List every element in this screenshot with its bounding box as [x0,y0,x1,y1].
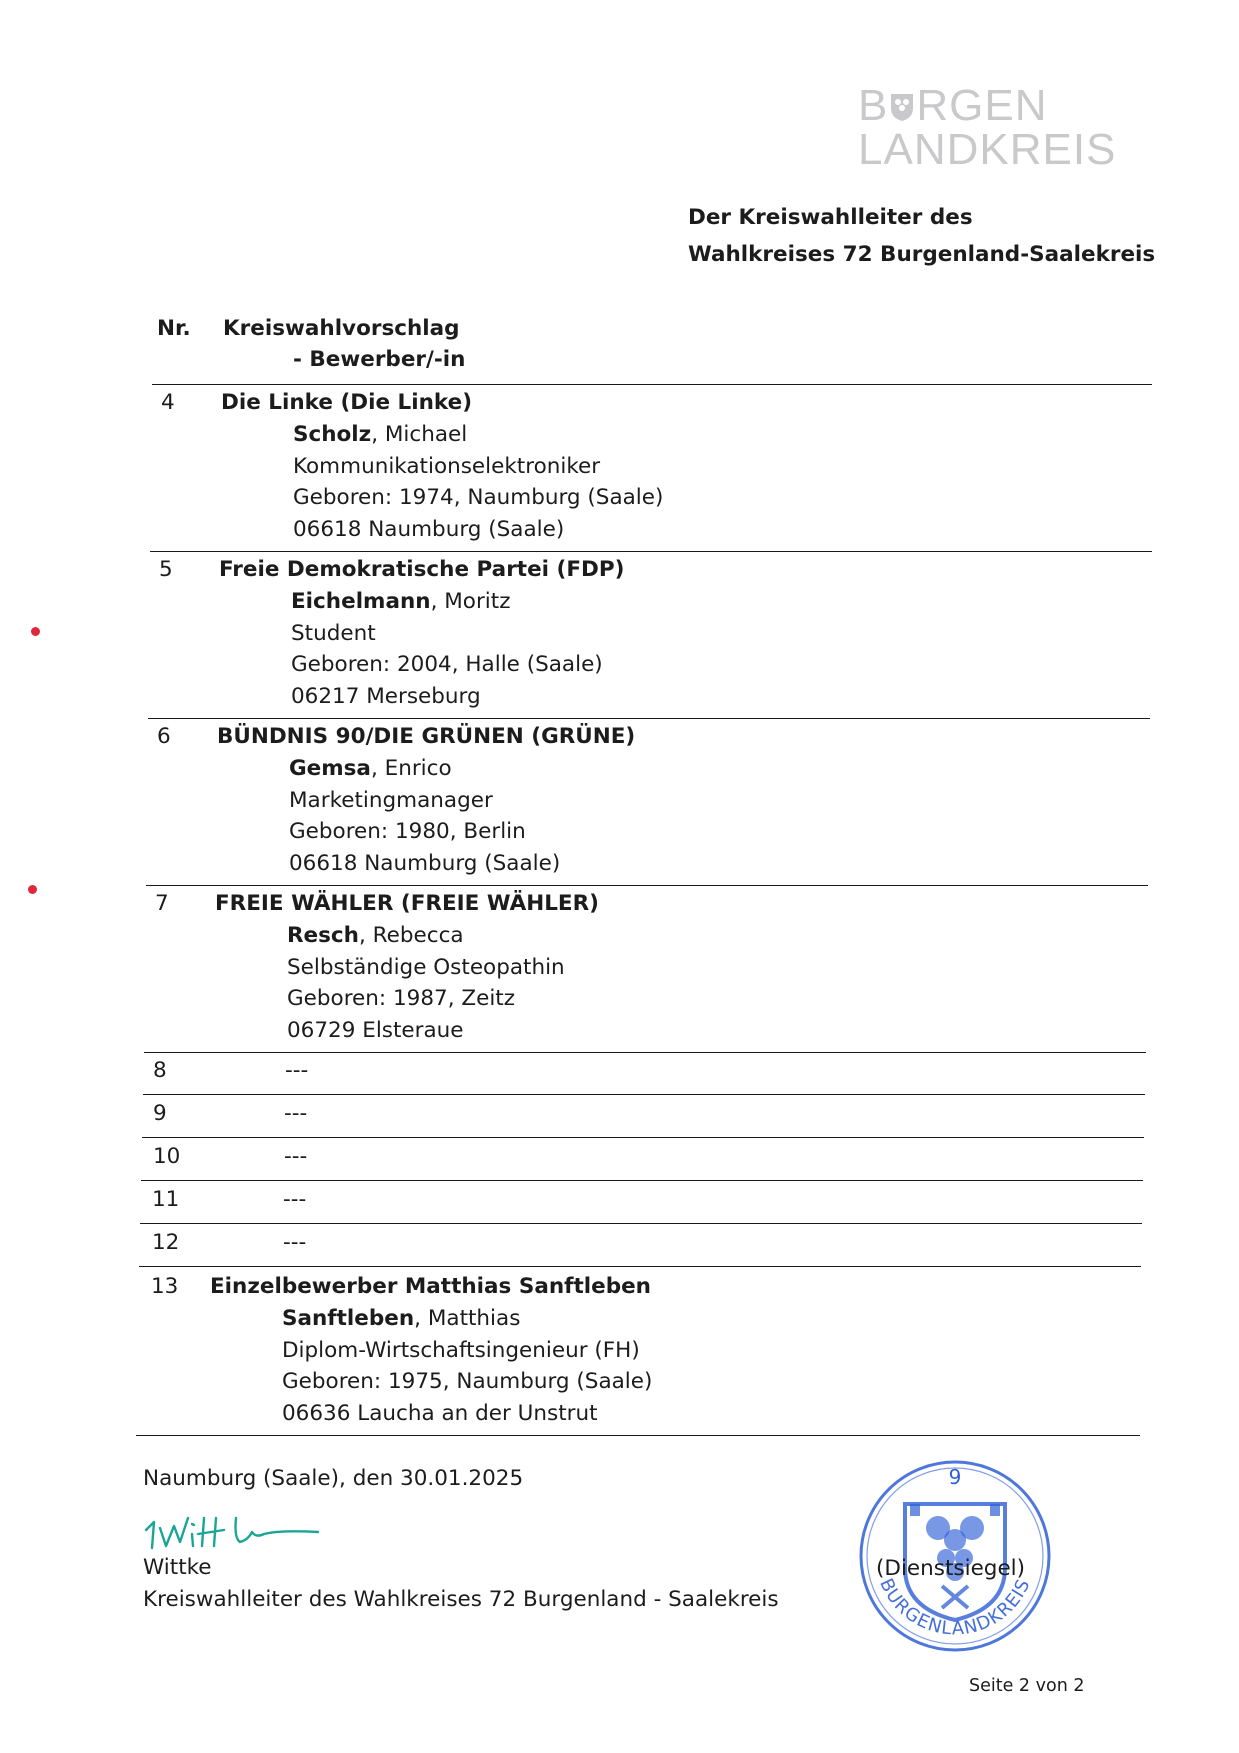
entry-firstname: , Michael [371,422,468,447]
entry-address: 06729 Elsteraue [287,1017,464,1043]
signer-title: Kreiswahlleiter des Wahlkreises 72 Burgenland - Saalekreis [143,1587,779,1612]
empty-row-value: --- [283,1187,307,1212]
entry-party: Freie Demokratische Partei (FDP) [219,557,625,582]
row-rule [146,885,1148,886]
entry-address: 06217 Merseburg [291,683,481,709]
page-number: Seite 2 von 2 [969,1676,1085,1696]
entry-surname: Resch [287,923,359,948]
logo-line1-left: B [858,81,889,130]
row-rule [150,551,1152,552]
row-rule [139,1266,1141,1267]
column-nr-header: Nr. [157,316,191,341]
row-rule [144,1052,1146,1053]
entry-born: Geboren: 2004, Halle (Saale) [291,652,603,677]
place-date: Naumburg (Saale), den 30.01.2025 [143,1466,524,1491]
signer-name: Wittke [143,1555,212,1580]
entry-details [289,753,560,879]
empty-row-number: 8 [153,1058,167,1083]
empty-row-number: 12 [152,1230,180,1255]
seal-number: 9 [948,1465,962,1489]
entry-number: 13 [151,1274,179,1299]
entry-number: 7 [155,891,169,916]
entry-profession: Selbständige Osteopathin [287,954,565,980]
logo-line2: LANDKREIS [858,125,1117,174]
entry-details [287,920,565,1046]
entry-profession: Marketingmanager [289,787,493,813]
entry-surname: Gemsa [289,756,371,781]
entry-born: Geboren: 1980, Berlin [289,819,526,844]
logo-line1-right: RGEN [916,81,1048,130]
entry-surname: Sanftleben [282,1306,415,1331]
entry-born: Geboren: 1987, Zeitz [287,986,516,1011]
entry-details [293,419,663,545]
empty-row-value: --- [284,1144,308,1169]
entry-address: 06618 Naumburg (Saale) [293,516,565,542]
office-line2: Wahlkreises 72 Burgenland-Saalekreis [688,242,1156,267]
burgenlandkreis-logo [858,81,1117,174]
entry-firstname: , Moritz [430,589,511,614]
entry-party: Einzelbewerber Matthias Sanftleben [210,1274,651,1299]
column-proposal-header: Kreiswahlvorschlag [223,316,460,341]
entry-party: Die Linke (Die Linke) [221,390,473,415]
entry-firstname: , Matthias [414,1306,521,1331]
office-line1: Der Kreiswahlleiter des [688,205,973,230]
empty-row-value: --- [285,1058,309,1083]
entry-profession: Student [291,620,376,646]
office-heading [688,199,1155,273]
entry-profession: Diplom-Wirtschaftsingenieur (FH) [282,1337,640,1363]
row-rule [141,1180,1143,1181]
entry-details [291,586,603,712]
entry-surname: Scholz [293,422,372,447]
entry-number: 5 [159,557,173,582]
entry-address: 06618 Naumburg (Saale) [289,850,561,876]
margin-marker [28,885,37,894]
entry-party: FREIE WÄHLER (FREIE WÄHLER) [215,891,599,916]
row-rule [142,1137,1144,1138]
empty-row-number: 11 [152,1187,180,1212]
empty-row-value: --- [283,1230,307,1255]
margin-marker [31,627,40,636]
seal-text: BURGENLANDKREIS [875,1575,1035,1640]
entry-firstname: , Rebecca [359,923,464,948]
entry-firstname: , Enrico [370,756,452,781]
header-rule [152,384,1152,385]
crest-icon [889,92,915,122]
entry-number: 6 [157,724,171,749]
entry-born: Geboren: 1974, Naumburg (Saale) [293,485,664,510]
signature-icon [140,1508,330,1560]
row-rule [148,718,1150,719]
row-rule [143,1094,1145,1095]
entry-profession: Kommunikationselektroniker [293,453,601,479]
entry-address: 06636 Laucha an der Unstrut [282,1400,598,1426]
empty-row-number: 10 [153,1144,181,1169]
entry-party: BÜNDNIS 90/DIE GRÜNEN (GRÜNE) [217,724,636,749]
entry-surname: Eichelmann [291,589,431,614]
entry-number: 4 [161,390,175,415]
row-rule [140,1223,1142,1224]
seal-label: (Dienstsiegel) [876,1556,1026,1581]
empty-row-number: 9 [153,1101,167,1126]
table-end-rule [136,1435,1140,1436]
column-candidate-header: - Bewerber/-in [293,347,466,372]
empty-row-value: --- [284,1101,308,1126]
entry-born: Geboren: 1975, Naumburg (Saale) [282,1369,653,1394]
entry-details [282,1303,652,1429]
